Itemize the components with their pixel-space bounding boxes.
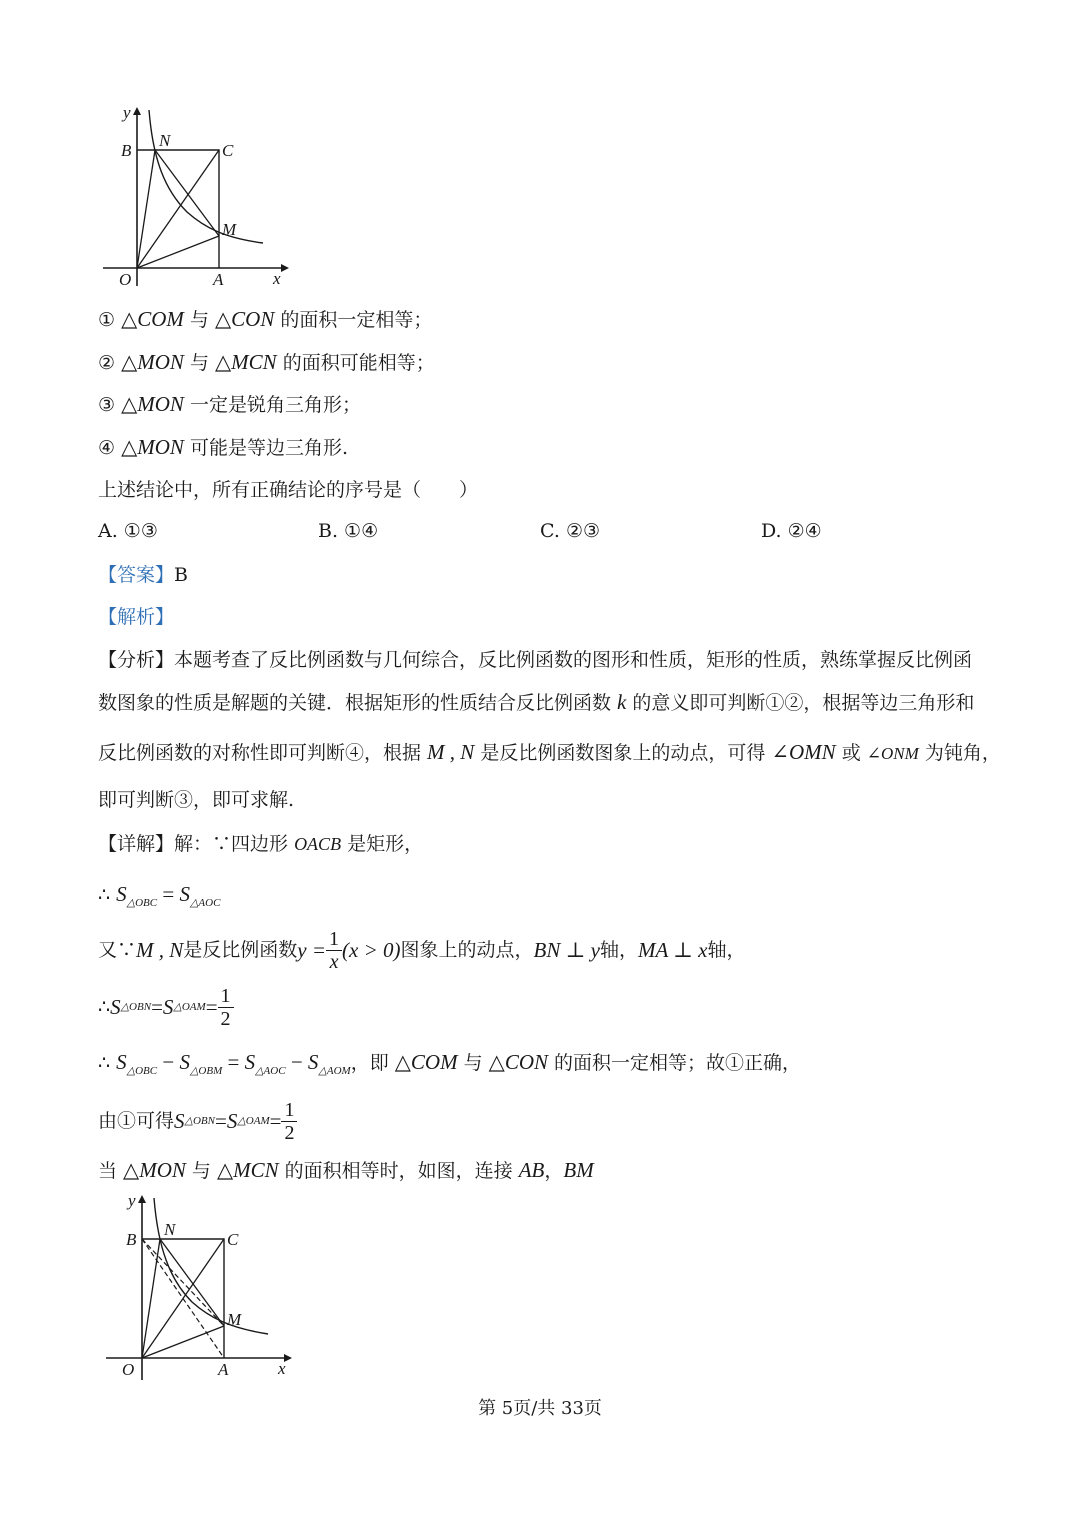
math-bn-perp: BN ⊥ y [533,938,600,962]
area-symbol: S [110,995,121,1019]
area-subscript: △OAM [237,1115,270,1127]
fenxi-tag: 【分析】 [98,649,175,671]
minus: − [285,1050,308,1074]
statement-connector: 与 [183,309,216,331]
fenxi-text: 数图象的性质是解题的关键．根据矩形的性质结合反比例函数 [98,692,618,714]
figure-1-diagram [95,100,295,295]
math-condition: (x > 0) [342,938,401,962]
fraction-denominator: 2 [284,1121,295,1144]
equals: = [205,995,218,1019]
detail-text: 图象上的动点， [400,939,534,961]
triangle-label: △CON [215,307,275,331]
fig2-label-M: M [227,1310,242,1329]
statement-connector: 与 [183,352,216,374]
detail-line-5 [98,1050,801,1083]
area-subscript: △AOC [255,1065,286,1077]
fig2-label-C: C [227,1230,239,1249]
statement-4 [98,435,348,460]
fraction-numerator: 1 [326,928,342,951]
triangle-label: △MON [121,435,184,459]
answer-line [98,563,188,587]
minus: − [157,1050,180,1074]
math-oacb: OACB [294,834,342,854]
choice-b: B. ①④ [318,520,379,542]
equals: = [269,1109,282,1133]
detail-line-2 [98,882,220,915]
fenxi-line-1 [98,648,972,672]
math-angle: ∠ONM [866,744,919,763]
detail-line-6 [98,1096,297,1146]
fig2-label-A: A [218,1360,229,1379]
area-symbol: S [307,1050,319,1074]
area-symbol: S [174,1109,185,1133]
choice-a: A. ①③ [98,520,158,542]
fenxi-text: 是反比例函数图象上的动点，可得 [474,742,772,764]
fig1-label-x: x [273,269,281,288]
triangle-label: △MCN [216,1158,279,1182]
detail-text: 由①可得 [98,1110,175,1132]
equals: = [157,882,180,906]
fig1-label-B: B [121,141,132,160]
fig2-label-y: y [128,1191,136,1210]
statement-number: ③ [98,394,116,416]
fraction-1-over-x [326,928,342,973]
fenxi-line-4: 即可判断③，即可求解. [98,789,295,811]
statement-text: 一定是锐角三角形； [183,394,361,416]
area-symbol: S [116,1050,127,1074]
area-subscript: △OBN [120,1001,152,1013]
therefore-symbol: ∴ [98,1052,117,1074]
fig1-label-O: O [119,270,132,289]
statement-text: 的面积可能相等； [276,352,435,374]
fenxi-line-3 [98,740,1001,766]
math-ma-perp: MA ⊥ x [637,938,708,962]
triangle-label: △MON [121,392,184,416]
area-subscript: △OAM [173,1001,206,1013]
fig2-label-x: x [278,1359,286,1378]
fig1-label-N: N [159,131,171,150]
analysis-tag: 【解析】 [98,606,175,628]
statement-1 [98,307,432,332]
statement-number: ④ [98,437,116,459]
detail-line-3 [98,925,745,975]
triangle-label: △MON [123,1158,186,1182]
detail-text: 是反比例函数 [183,939,298,961]
therefore-symbol: ∴ [98,884,117,906]
fenxi-text: 为钝角， [918,742,1001,764]
detail-line-1 [98,832,423,856]
fraction-denominator: x [329,950,339,973]
fraction-numerator: 1 [218,985,234,1008]
fig1-label-M: M [222,220,237,239]
fraction-one-half [281,1099,297,1144]
area-symbol: S [162,995,174,1019]
detail-text: 的面积相等时，如图，连接 [278,1160,519,1182]
area-subscript: △OBM [189,1065,223,1077]
detail-line-7 [98,1158,594,1183]
math-bm: BM [563,1158,594,1182]
fraction-numerator: 1 [281,1099,297,1122]
area-subscript: △OBC [126,1065,158,1077]
math-mn: M , N [136,938,184,962]
choice-c: C. ②③ [540,520,601,542]
fenxi-text: 反比例函数的对称性即可判断④，根据 [98,742,428,764]
fenxi-text: 本题考查了反比例函数与几何综合，反比例函数的图形和性质，矩形的性质，熟练掌握反比例函 [174,649,973,671]
statement-text: 的面积一定相等； [274,309,433,331]
question-text: 上述结论中，所有正确结论的序号是（ ） [98,479,479,501]
fig1-label-A: A [213,270,224,289]
area-symbol: S [179,882,190,906]
math-mn: M , N [427,740,475,764]
statement-2 [98,350,435,375]
detail-text: ，即 [350,1052,395,1074]
detail-text: 与 [457,1052,489,1074]
detail-tag: 【详解】 [98,833,175,855]
area-subscript: △OBC [126,897,158,909]
fig1-label-y: y [123,103,131,122]
triangle-label: △MCN [215,350,277,374]
detail-text: 轴， [599,939,638,961]
area-subscript: △OBN [184,1115,215,1127]
page-footer: 第 5页/共 33页 [478,1398,602,1419]
answer-value: B [174,564,188,586]
detail-text: 当 [98,1160,124,1182]
detail-text: 与 [185,1160,217,1182]
detail-text: 解：∵四边形 [174,833,295,855]
math-y: y = [297,938,327,962]
detail-text: 是矩形， [341,833,424,855]
area-symbol: S [116,882,127,906]
fig1-label-C: C [222,141,234,160]
fenxi-line-2 [98,690,974,715]
fraction-one-half [218,985,234,1030]
fenxi-text: 的意义即可判断①②，根据等边三角形和 [626,692,975,714]
figure-2-diagram [98,1188,298,1383]
detail-text: 又∵ [98,939,137,961]
area-subscript: △AOM [318,1065,351,1077]
math-k: k [617,690,627,714]
area-subscript: △AOC [189,897,221,909]
choice-d: D. ②④ [761,520,822,542]
detail-text: 的面积一定相等；故①正确， [548,1052,802,1074]
statement-number: ② [98,352,116,374]
detail-text: 轴， [707,939,746,961]
area-symbol: S [244,1050,256,1074]
area-symbol: S [179,1050,190,1074]
therefore-symbol: ∴ [98,996,111,1018]
fig2-label-O: O [122,1360,135,1379]
equals: = [222,1050,245,1074]
area-symbol: S [226,1109,238,1133]
statement-text: 可能是等边三角形. [183,437,349,459]
triangle-label: △CON [488,1050,549,1074]
triangle-label: △COM [121,307,184,331]
equals: = [151,995,163,1019]
fenxi-text: 或 [835,742,867,764]
fig2-label-N: N [164,1220,176,1239]
detail-text: ， [544,1160,564,1182]
math-angle: ∠OMN [771,740,836,764]
statement-3 [98,392,361,417]
equals: = [214,1109,227,1133]
math-ab: AB [518,1158,545,1182]
fig2-label-B: B [126,1230,137,1249]
statement-number: ① [98,309,116,331]
triangle-label: △COM [394,1050,458,1074]
detail-line-4 [98,982,234,1032]
fraction-denominator: 2 [220,1007,231,1030]
answer-tag: 【答案】 [98,564,175,586]
triangle-label: △MON [121,350,184,374]
